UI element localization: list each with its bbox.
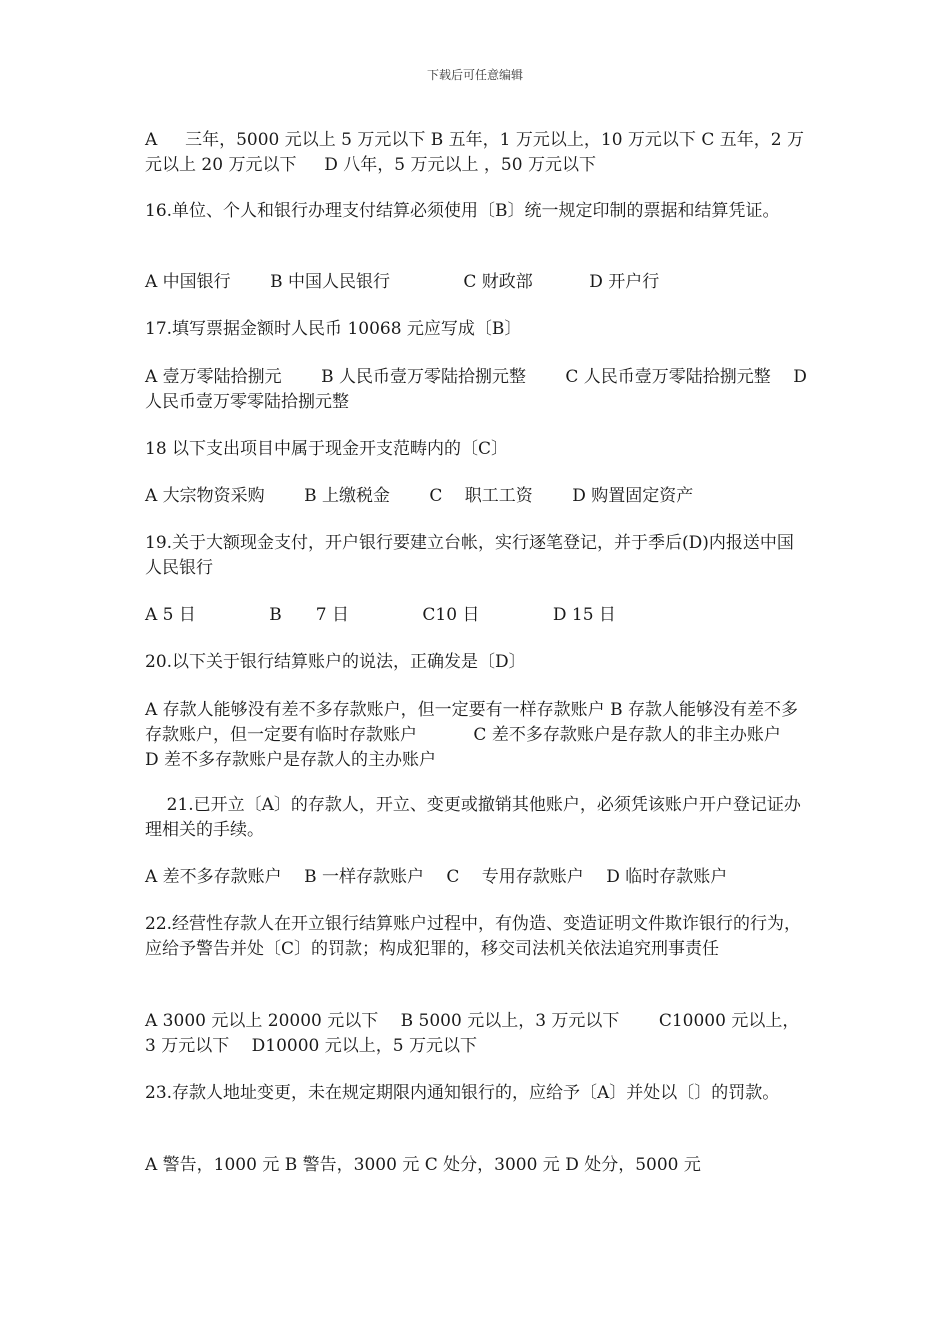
question-17-options: A 壹万零陆拾捌元 B 人民币壹万零陆拾捌元整 C 人民币壹万零陆拾捌元整 D 人民币壹万零零陆拾捌元整 [145,367,858,412]
page-header: 下载后可任意编辑 [426,68,523,82]
paragraph-15-options: A 三年，5000 元以上 5 万元以下 B 五年，1 万元以上，10 万元以下 C 五年，2 万元以上 20 万元以下 D 八年，5 万元以上 ，50 万元以下 [145,130,804,175]
question-19-options: A 5 日 B 7 日 C10 日 D 15 日 [145,605,616,625]
question-20: 20.以下关于银行结算账户的说法，正确发是〔D〕 [145,652,526,672]
question-20-options: A 存款人能够没有差不多存款账户，但一定要有一样存款账户 B 存款人能够没有差不多存款账户，但一定要有临时存款账户 C 差不多存款账户是存款人的非主办账户 D 差不多存款账户是存款人的主办账户 [145,700,821,770]
question-22-options: A 3000 元以上 20000 元以下 B 5000 元以上，3 万元以下 C10000 元以上，3 万元以下 D10000 元以上，5 万元以下 [145,1011,800,1056]
question-18-options: A 大宗物资采购 B 上缴税金 C 职工工资 D 购置固定资产 [145,486,694,506]
question-23: 23.存款人地址变更，未在规定期限内通知银行的，应给予〔A〕并处以〔〕的罚款。 [145,1083,780,1103]
question-21: 21.已开立〔A〕的存款人，开立、变更或撤销其他账户，必须凭该账户开户登记证办理相关的手续。 [145,795,801,840]
question-18: 18 以下支出项目中属于现金开支范畴内的〔C〕 [145,439,509,459]
question-21-options: A 差不多存款账户 B 一样存款账户 C 专用存款账户 D 临时存款账户 [145,867,728,887]
question-22: 22.经营性存款人在开立银行结算账户过程中，有伪造、变造证明文件欺诈银行的行为，应给予警告并处〔C〕的罚款；构成犯罪的，移交司法机关依法追究刑事责任 [145,914,802,959]
question-16: 16.单位、个人和银行办理支付结算必须使用〔B〕统一规定印制的票据和结算凭证。 [145,201,780,221]
question-19: 19.关于大额现金支付，开户银行要建立台帐，实行逐笔登记，并于季后(D)内报送中国人民银行 [145,533,794,578]
question-23-options: A 警告，1000 元 B 警告，3000 元 C 处分，3000 元 D 处分，5000 元 [145,1155,701,1175]
question-17: 17.填写票据金额时人民币 10068 元应写成〔B〕 [145,319,522,339]
question-16-options: A 中国银行 B 中国人民银行 C 财政部 D 开户行 [145,272,660,292]
